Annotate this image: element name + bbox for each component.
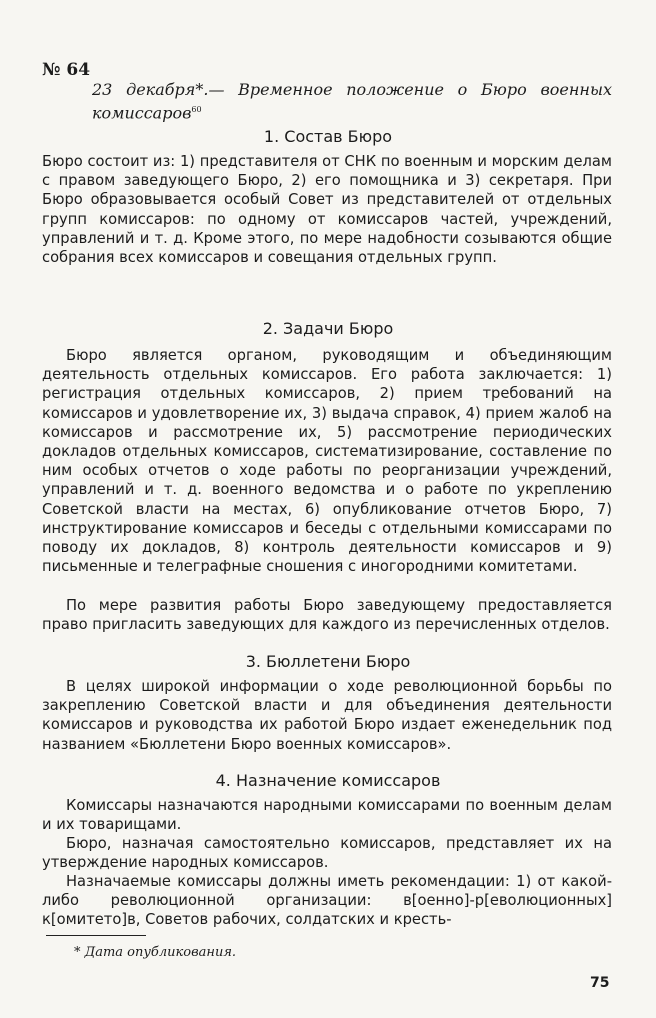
heading-note-ref: 60 [191,105,202,114]
heading-text: 23 декабря*.— Временное положение о Бюро военных комиссаров [92,80,612,123]
paragraph: Бюро является органом, руководящим и объединяющим деятельность отдельных комиссаров. Его работа заключается: 1) регистрация отдельных комиссаров, 2) прием требований на комиссаров и удовлетворение их, 3) выдача справок, 4) прием жалоб на комиссаров и рассмотрение их, 5) рассмотрение периодических докладов отдельных комиссаров, систематизирование, составление по ним особых отчетов о ходе работы по реорганизации учреждений, управлений и т. д. военного ведомства и о работе по укреплению Советской власти на местах, 6) опубликование отчетов Бюро, 7) инструктирование комиссаров и беседы с отдельными комиссарами по поводу их докладов, 8) контроль деятельности комиссаров и 9) письменные и телеграфные сношения с иногородними комитетами. [42,347,612,576]
paragraph: Бюро, назначая самостоятельно комиссаров, представляет их на утверждение народных комиссаров. [42,835,612,872]
paragraph: Комиссары назначаются народными комиссарами по военным делам и их товарищами. [42,797,612,834]
section-title-appointment: 4. Назначение комиссаров [215,771,441,790]
document-heading [92,80,612,123]
footnote: * Дата опубликования. [74,945,237,960]
paragraph: По мере развития работы Бюро заведующему предоставляется право пригласить заведующих для каждого из перечисленных отделов. [42,597,612,634]
section-title-bulletins: 3. Бюллетени Бюро [245,652,411,671]
footnote-divider [46,935,146,936]
document-number: № 64 [42,60,91,80]
paragraph: Назначаемые комиссары должны иметь рекомендации: 1) от какой-либо революционной организации: в[оенно]-р[еволюционных] к[омитето]в, Советов рабочих, солдатских и кресть- [42,873,612,929]
page-number: 75 [590,975,610,991]
paragraph: Бюро состоит из: 1) представителя от СНК по военным и морским делам с правом заведующего Бюро, 2) его помощника и 3) секретаря. При Бюро образовывается особый Совет из представителей от отдельных групп комиссаров: по одному от комиссаров частей, учреждений, управлений и т. д. Кроме этого, по мере надобности созываются общие собрания всех комиссаров и совещания отдельных групп. [42,153,612,267]
section-title-composition: 1. Состав Бюро [263,127,393,146]
paragraph: В целях широкой информации о ходе революционной борьбы по закреплению Советской власти и для объединения деятельности комиссаров и руководства их работой Бюро издает еженедельник под названием «Бюллетени Бюро военных комиссаров». [42,678,612,753]
section-title-tasks: 2. Задачи Бюро [262,319,394,338]
